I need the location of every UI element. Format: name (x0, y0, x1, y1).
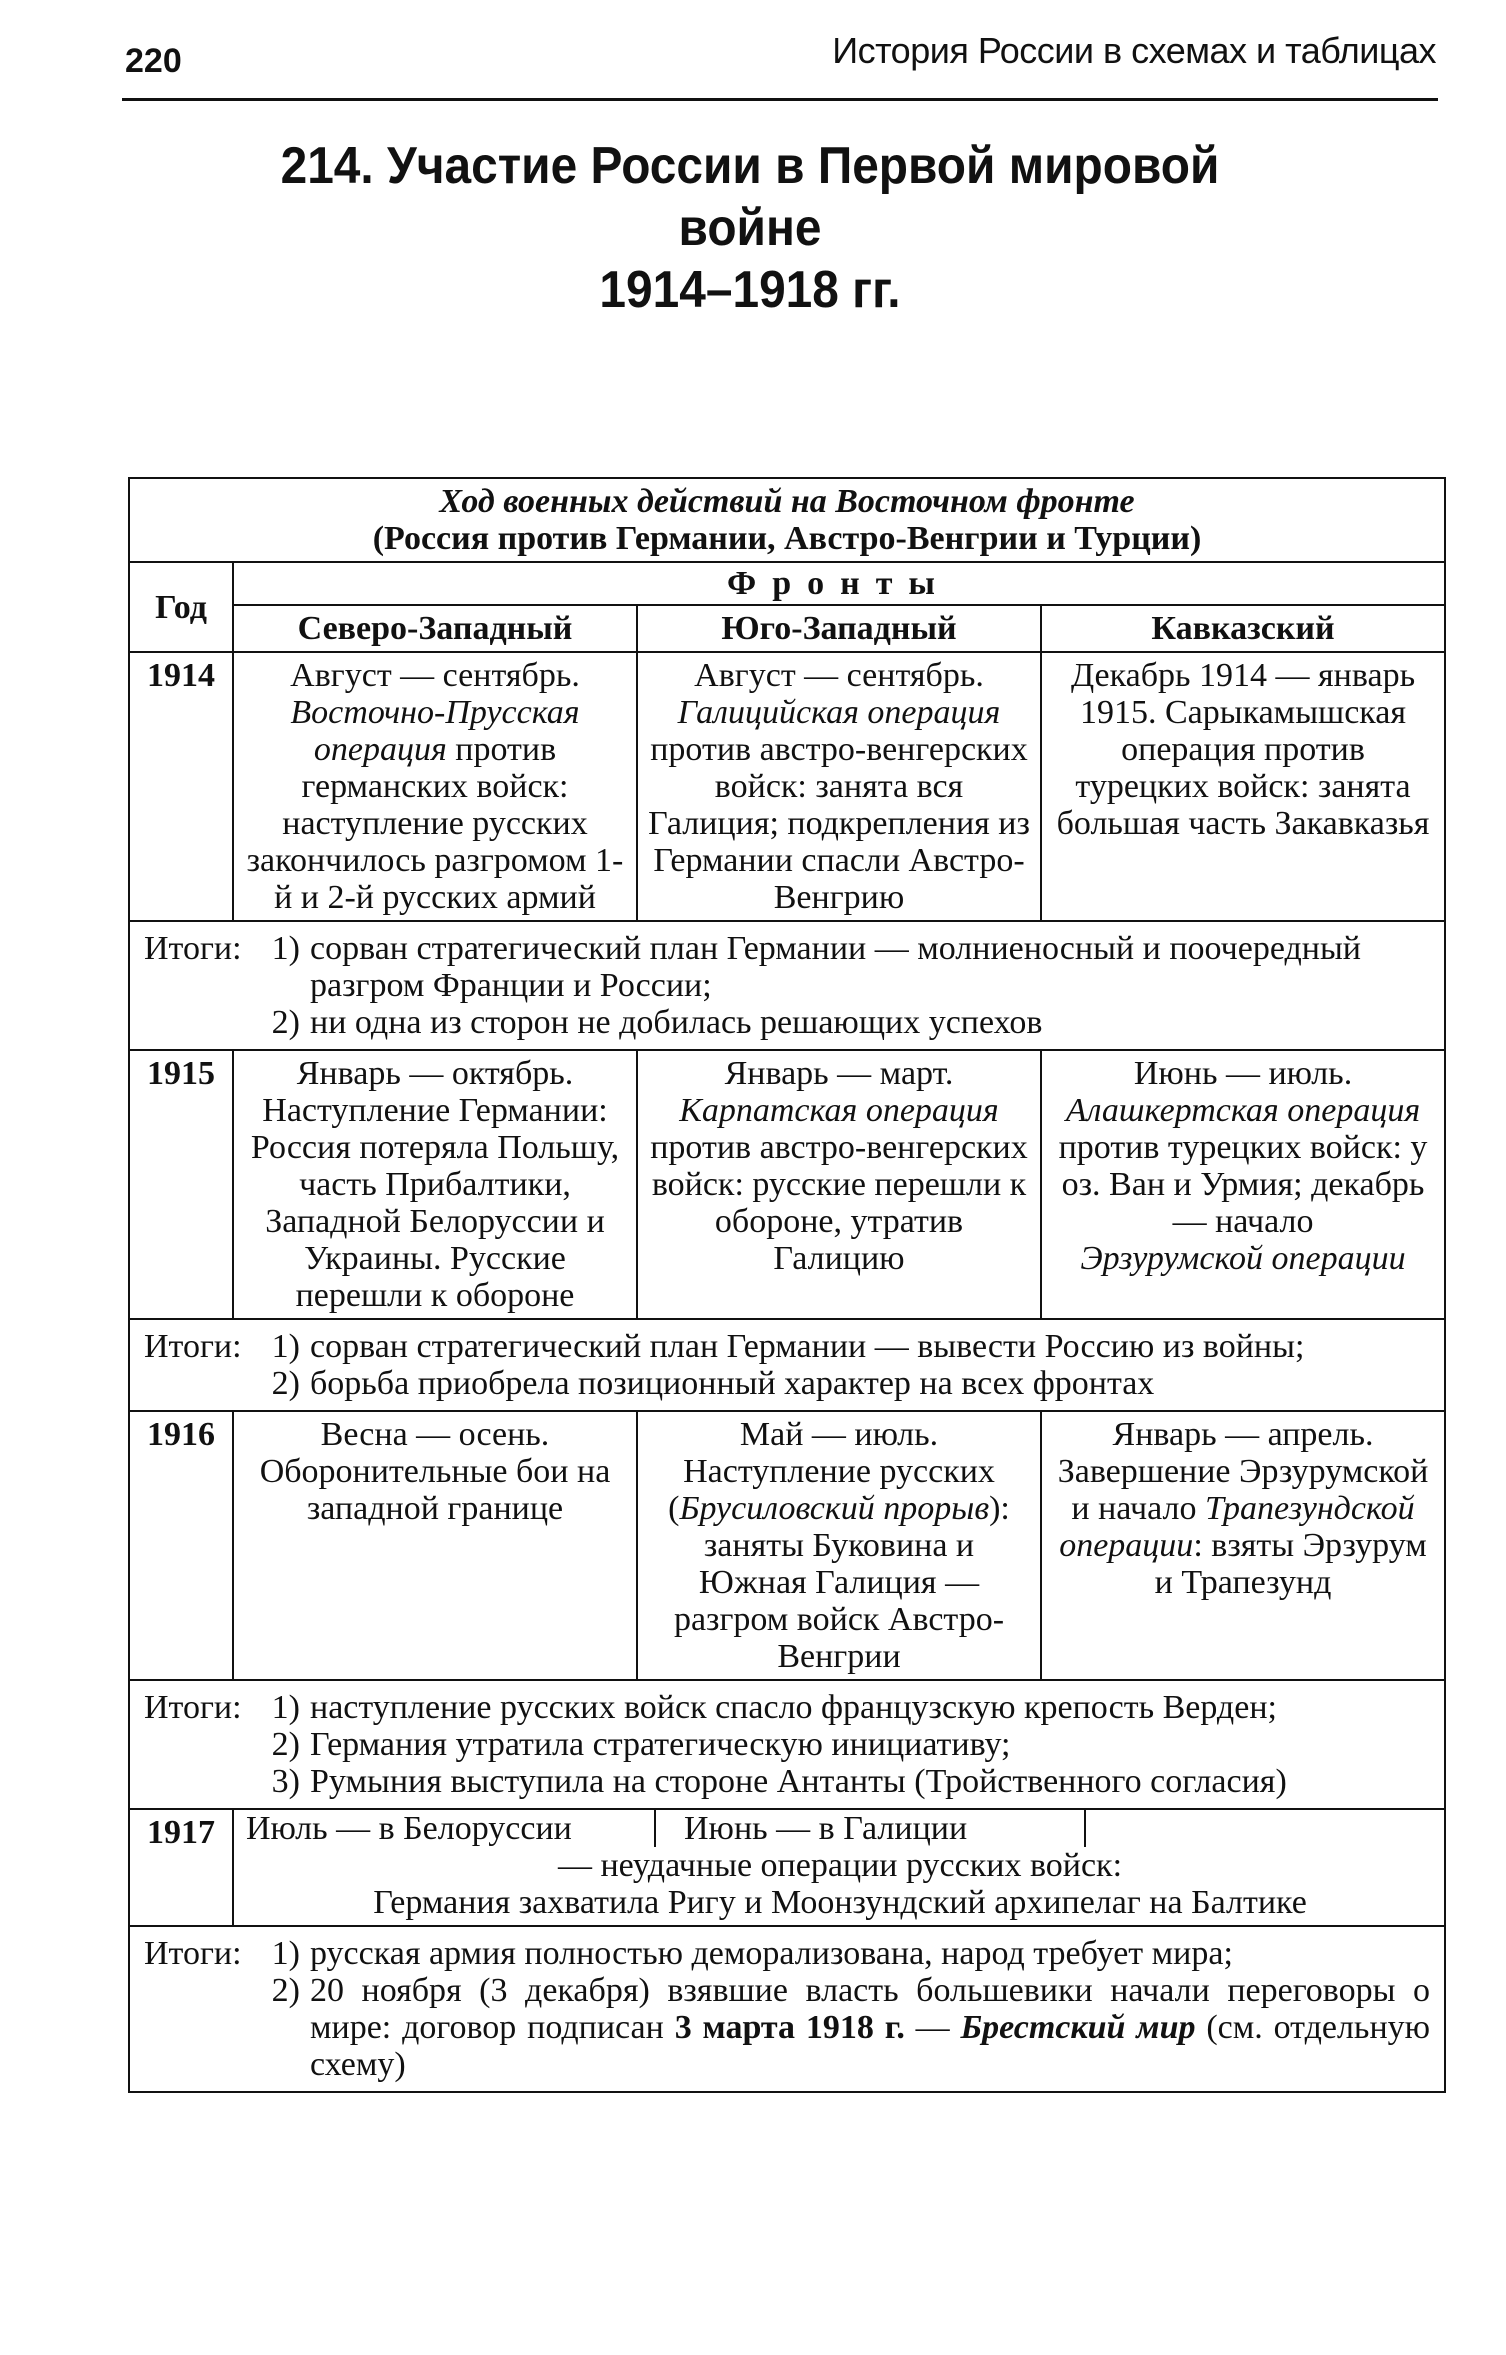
caucasus-cell (1041, 652, 1445, 921)
treaty-date: 3 марта 1918 г. (674, 2009, 905, 2046)
page-title (244, 135, 1256, 321)
year-column-header: Год (129, 562, 233, 652)
table-row (129, 652, 1445, 921)
table-row (129, 1411, 1445, 1680)
southwest-cell (637, 652, 1041, 921)
cell-text: ): заняты Буковина и Южная Галиция — разгром войск Австро-Венгрии (673, 1490, 1010, 1675)
results-label: Итоги: (144, 930, 242, 967)
results-label: Итоги: (144, 1935, 242, 1972)
cell-text: против австро-венгерских войск: занята вся Галиция; подкрепления из Германии спасли Австро-Венгрию (648, 731, 1030, 916)
results-label: Итоги: (144, 1328, 242, 1365)
cell-text: Июнь — июль. (1133, 1055, 1353, 1092)
caption-line-1: Ход военных действий на Восточном фронте (439, 483, 1135, 520)
table-caption (129, 478, 1445, 562)
northwest-cell (233, 652, 637, 921)
southwest-cell (637, 1050, 1041, 1319)
results-1917: Итоги: 1) русская армия полностью деморализована, народ требует мира; 2) 20 ноября (3 декабря) взявшие власть большевики начали переговоры о мире: договор подписан 3 марта 1918 г. — Брестский мир (см. отдельную схему) (129, 1926, 1445, 2092)
caucasus-cell (1041, 1411, 1445, 1680)
result-item: наступление русских войск спасло французскую крепость Верден; (310, 1689, 1277, 1726)
cell-text: Январь — март. (724, 1055, 954, 1092)
cell-text: против австро-венгерских войск: русские перешли к обороне, утратив Галицию (650, 1129, 1028, 1277)
result-item: русская армия полностью деморализована, народ требует мира; (310, 1935, 1233, 1972)
cell-text: Май — июль. Наступление русских ( (668, 1416, 995, 1527)
year-cell: 1915 (129, 1050, 233, 1319)
cell-text: : взяты Эрзурум и Трапезунд (1154, 1527, 1427, 1601)
riga-text: Германия захватила Ригу и Моонзундский архипелаг на Балтике (373, 1884, 1307, 1921)
front-header-southwest: Юго-Западный (637, 605, 1041, 652)
operation-name: Алашкертская операция (1065, 1092, 1421, 1129)
operation-name: Эрзурумской операции (1080, 1240, 1406, 1277)
cell-text: Август — сентябрь. (290, 657, 580, 694)
northwest-cell (233, 1050, 637, 1319)
southwest-cell (637, 1411, 1041, 1680)
front-header-caucasus: Кавказский (1041, 605, 1445, 652)
year-cell: 1916 (129, 1411, 233, 1680)
title-line-1: 214. Участие России в Первой мировой войне (280, 137, 1220, 257)
results-1914: Итоги: 1) сорван стратегический план Германии — молниеносный и поочередный разгром Франции и России; 2) ни одна из сторон не добилась решающих успехов (129, 921, 1445, 1050)
cell-text: против турецких войск: у оз. Ван и Урмия; декабрь — начало (1058, 1129, 1428, 1240)
operation-name: Карпатская операция (679, 1092, 999, 1129)
result-item: борьба приобрела позиционный характер на всех фронтах (310, 1365, 1155, 1402)
operation-name: Трапезундской операции (1059, 1490, 1415, 1564)
result-item: Румыния выступила на стороне Антанты (Тройственного согласия) (310, 1763, 1287, 1800)
result-item: сорван стратегический план Германии — вывести Россию из войны; (310, 1328, 1305, 1365)
war-table (128, 477, 1446, 2093)
cell-text: Декабрь 1914 — январь 1915. Сарыкамышская операция против турецких войск: занята большая часть Закавказья (1056, 657, 1430, 842)
result-text: (см. отдельную схему) (310, 2009, 1431, 2083)
cell-text: Январь — апрель. Завершение Эрзурумской и начало (1057, 1416, 1429, 1527)
caption-line-2: (Россия против Германии, Австро-Венгрии и Турции) (372, 520, 1202, 557)
failed-operations-text: — неудачные операции русских войск: (557, 1847, 1123, 1884)
row-1917-content (233, 1809, 1445, 1926)
treaty-name: Брестский мир (960, 2009, 1196, 2046)
header-rule (122, 98, 1438, 101)
page-number: 220 (125, 42, 182, 80)
cell-text: Весна — осень. Оборонительные бои на западной границе (259, 1416, 611, 1527)
results-1915: Итоги: 1) сорван стратегический план Германии — вывести Россию из войны; 2) борьба приобрела позиционный характер на всех фронтах (129, 1319, 1445, 1411)
result-item: ни одна из сторон не добилась решающих успехов (310, 1004, 1043, 1041)
northwest-cell (233, 1411, 637, 1680)
cell-text: против германских войск: наступление русских закончилось разгромом 1-й и 2-й русских армий (246, 731, 624, 916)
result-item: сорван стратегический план Германии — молниеносный и поочередный разгром Франции и России; (310, 930, 1361, 1004)
result-item (310, 1972, 1430, 2083)
table-row (129, 1809, 1445, 1926)
title-line-2: 1914–1918 гг. (599, 261, 901, 319)
galicia-operation: Июнь — в Галиции (656, 1810, 1086, 1847)
operation-name: Брусиловский прорыв (679, 1490, 990, 1527)
results-label: Итоги: (144, 1689, 242, 1726)
fronts-header: Фронты (233, 562, 1445, 605)
cell-text: Январь — октябрь. Наступление Германии: Россия потеряла Польшу, часть Прибалтики, Западной Белоруссии и Украины. Русские перешли к обороне (250, 1055, 620, 1314)
dash: — (904, 2009, 961, 2046)
operation-name: Восточно-Прусская операция (290, 694, 580, 768)
year-cell: 1917 (129, 1809, 233, 1926)
caucasus-cell (1041, 1050, 1445, 1319)
belorussia-operation: Июль — в Белоруссии (246, 1810, 656, 1847)
result-item: Германия утратила стратегическую инициативу; (310, 1726, 1011, 1763)
results-1916: Итоги: 1) наступление русских войск спасло французскую крепость Верден; 2) Германия утратила стратегическую инициативу; 3) Румыния выступила на стороне Антанты (Тройственного согласия) (129, 1680, 1445, 1809)
cell-text: Август — сентябрь. (694, 657, 984, 694)
front-header-northwest: Северо-Западный (233, 605, 637, 652)
table-row (129, 1050, 1445, 1319)
result-text: 20 ноября (3 декабря) взявшие власть большевики начали переговоры о мире: договор подписан (310, 1972, 1431, 2046)
running-header: История России в схемах и таблицах (832, 30, 1436, 71)
operation-name: Галицийская операция (677, 694, 1001, 731)
year-cell: 1914 (129, 652, 233, 921)
